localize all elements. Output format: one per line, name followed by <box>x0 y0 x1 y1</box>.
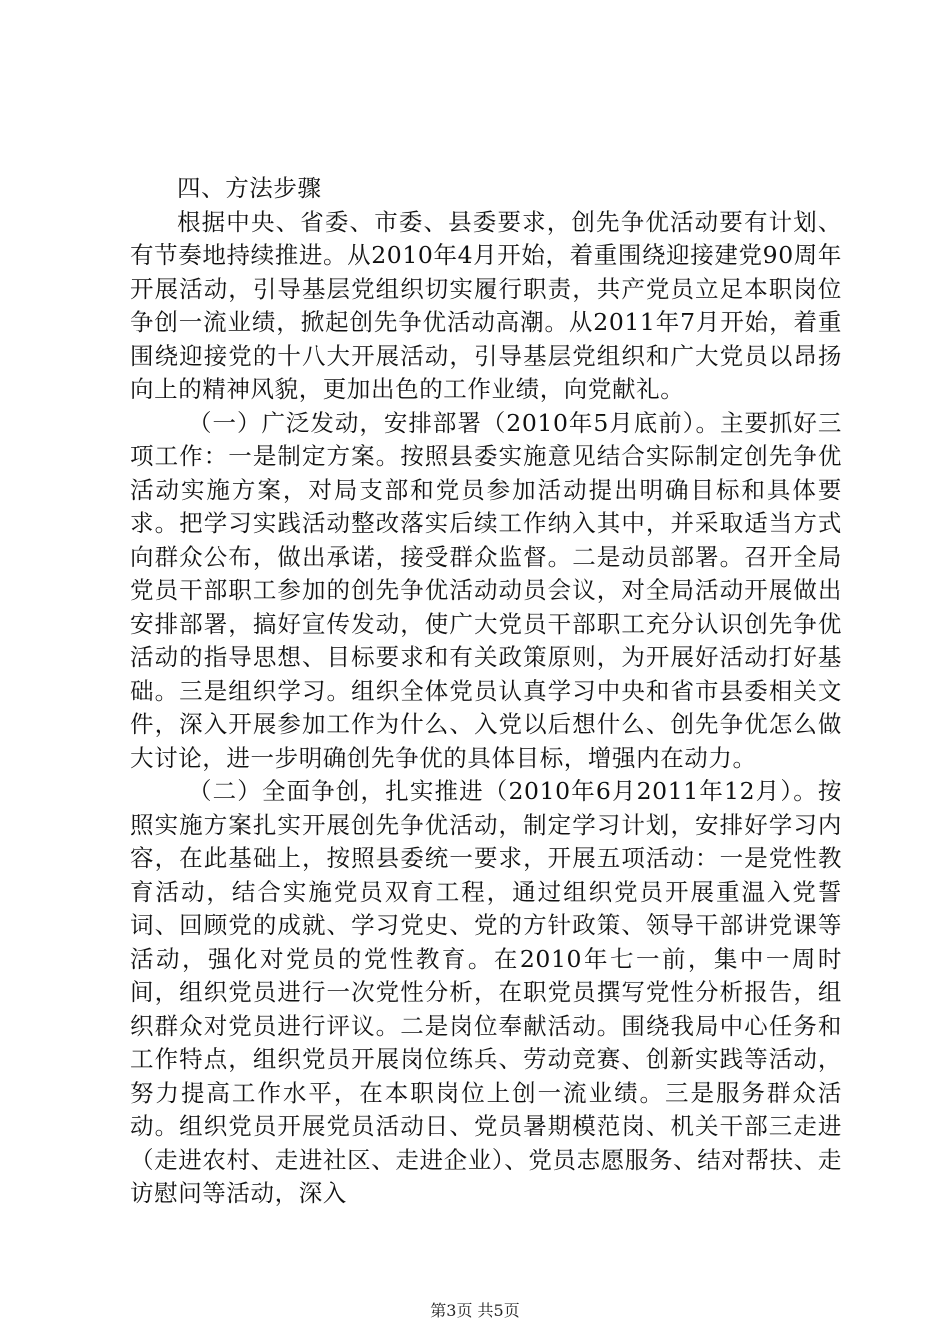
paragraph-intro: 根据中央、省委、市委、县委要求，创先争优活动要有计划、有节奏地持续推进。从2010年4月开始，着重围绕迎接建党90周年开展活动，引导基层党组织切实履行职责，共产党员立足本职岗位争创一流业绩，掀起创先争优活动高潮。从2011年7月开始，着重围绕迎接党的十八大开展活动，引导基层党组织和广大党员以昂扬向上的精神风貌，更加出色的工作业绩，向党献礼。 <box>130 207 842 403</box>
paragraph-step-two: （二）全面争创，扎实推进（2010年6月2011年12月）。按照实施方案扎实开展创先争优活动，制定学习计划，安排好学习内容，在此基础上，按照县委统一要求，开展五项活动：一是党性教育活动，结合实施党员双育工程，通过组织党员开展重温入党誓词、回顾党的成就、学习党史、党的方针政策、领导干部讲党课等活动，强化对党员的党性教育。在2010年七一前，集中一周时间，组织党员进行一次党性分析，在职党员撰写党性分析报告，组织群众对党员进行评议。二是岗位奉献活动。围绕我局中心任务和工作特点，组织党员开展岗位练兵、劳动竞赛、创新实践等活动，努力提高工作水平，在本职岗位上创一流业绩。三是服务群众活动。组织党员开展党员活动日、党员暑期模范岗、机关干部三走进（走进农村、走进社区、走进企业）、党员志愿服务、结对帮扶、走访慰问等活动，深入 <box>130 777 842 1207</box>
paragraph-step-one: （一）广泛发动，安排部署（2010年5月底前）。主要抓好三项工作：一是制定方案。按照县委实施意见结合实际制定创先争优活动实施方案，对局支部和党员参加活动提出明确目标和具体要求。把学习实践活动整改落实后续工作纳入其中，并采取适当方式向群众公布，做出承诺，接受群众监督。二是动员部署。召开全局党员干部职工参加的创先争优活动动员会议，对全局活动开展做出安排部署，搞好宣传发动，使广大党员干部职工充分认识创先争优活动的指导思想、目标要求和有关政策原则，为开展好活动打好基础。三是组织学习。组织全体党员认真学习中央和省市县委相关文件，深入开展参加工作为什么、入党以后想什么、创先争优怎么做大讨论，进一步明确创先争优的具体目标，增强内在动力。 <box>130 408 842 772</box>
page-number-footer: 第3页 共5页 <box>430 1301 520 1320</box>
document-body <box>130 172 842 1211</box>
section-heading: 四、方法步骤 <box>177 174 322 202</box>
